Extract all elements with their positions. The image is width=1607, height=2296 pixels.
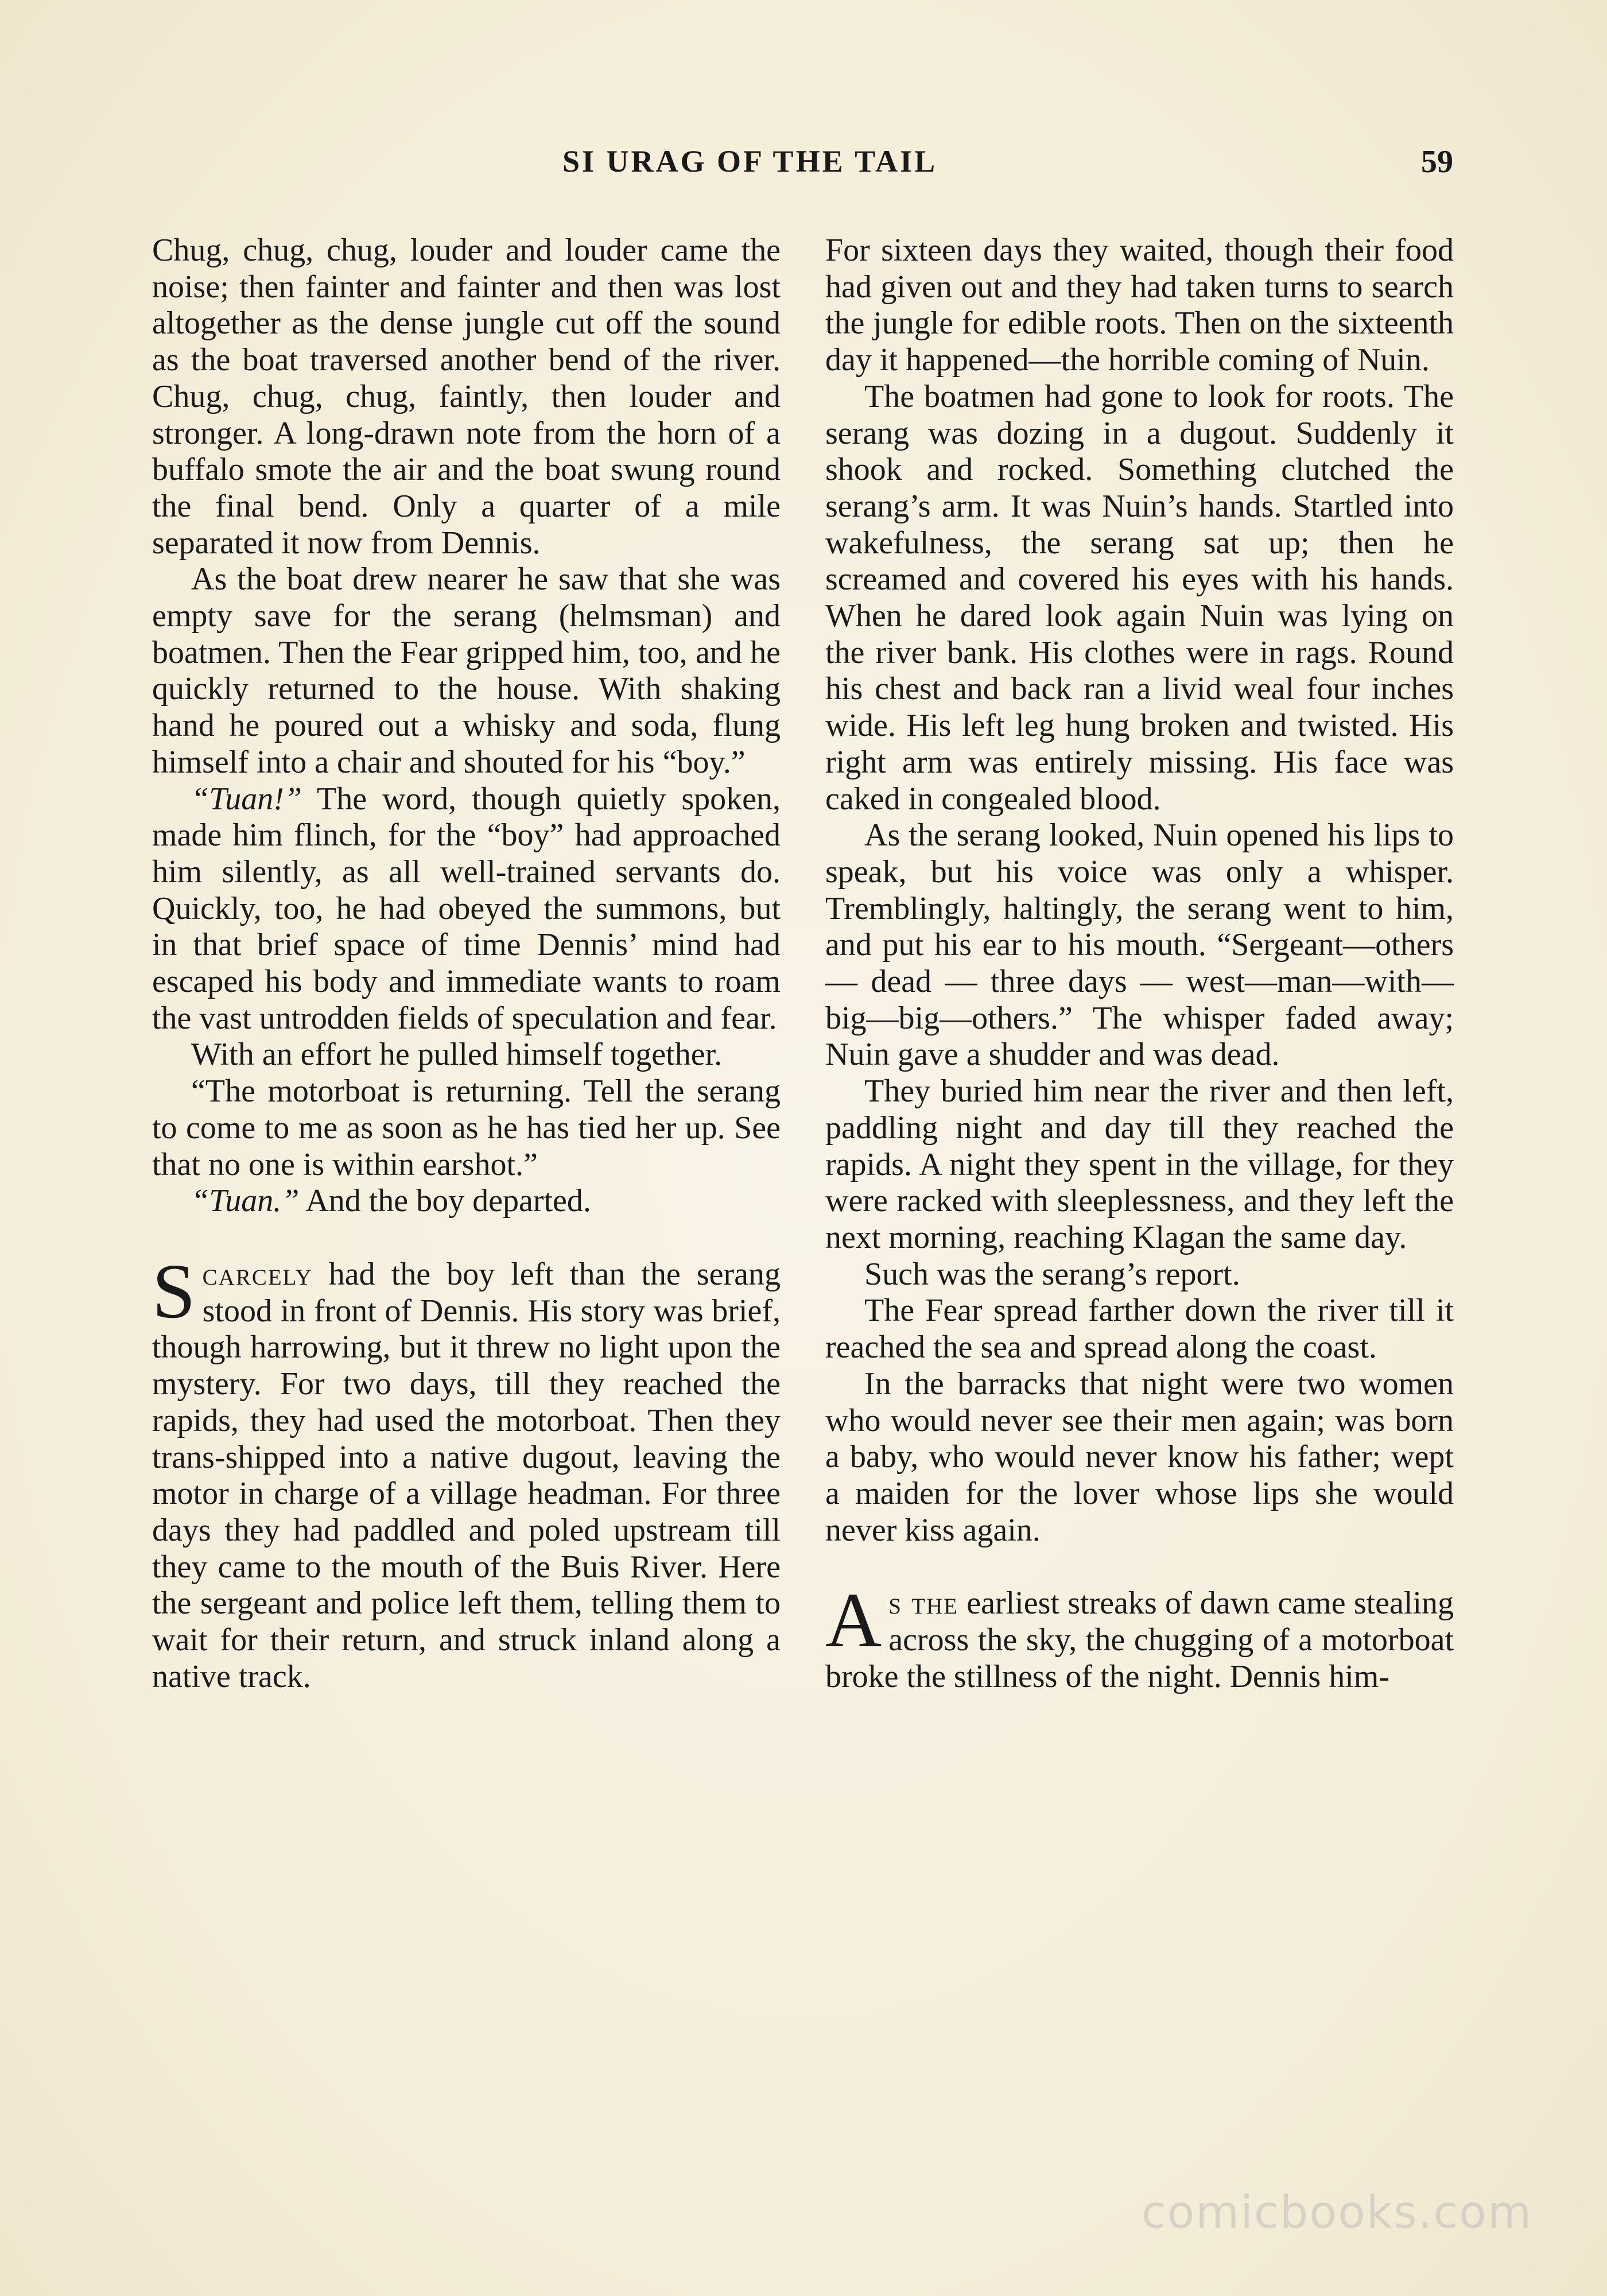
paragraph: Such was the serang’s report. [864,1256,1240,1292]
paragraph-text: And the boy departed. [299,1183,591,1219]
paragraph-text: The word, though quietly spoken, made him flinch, for the “boy” had approached him silently, as all well-trained servants do. Quickly, too, he had obeyed the summons, but in that brief space of time Dennis’ mind had escaped his body and immediate wants to roam the vast untrodden fields of speculation and fear. [152,781,781,1036]
paragraph: As the boat drew nearer he saw that she was empty save for the serang (helmsman) and boatmen. Then the Fear gripped him, too, and he quickly returned to the house. With shaking hand he poured out a whisky and soda, flung himself into a chair and shouted for his “boy.” [152,561,781,780]
paragraph [152,1183,781,1220]
paragraph: The Fear spread farther down the river till it reached the sea and spread along the coast. [825,1293,1454,1366]
small-caps-word: s the [888,1585,958,1622]
left-column [152,232,781,1695]
drop-cap: A [825,1577,882,1664]
small-caps-word: carcely [202,1256,313,1292]
paragraph [152,781,781,1037]
paragraph: In the barracks that night were two women who would never see their men again; was born a baby, who would never know his father; wept a maiden for the lover whose lips she would never kiss again. [825,1366,1454,1548]
italic-word: “Tuan!” [191,781,302,817]
paragraph: As the serang looked, Nuin opened his lips to speak, but his voice was only a whisper. Tremblingly, haltingly, the serang went to him, and put his ear to his mouth. “Sergeant—others — dead — three days — west—man—with—big—big—others.” The whisper faded away; Nuin gave a shudder and was dead. [825,817,1454,1073]
section-paragraph [825,1577,1454,1695]
paragraph: The boatmen had gone to look for roots. The serang was dozing in a dugout. Suddenly it shook and rocked. Something clutched the serang’s arm. It was Nuin’s hands. Startled into wakefulness, the serang sat up; then he screamed and covered his eyes with his hands. When he dared look again Nuin was lying on the river bank. His clothes were in rags. Round his chest and back ran a livid weal four inches wide. His left leg hung broken and twisted. His right arm was entirely missing. His face was caked in congealed blood. [825,378,1454,817]
right-column [825,232,1454,1695]
paragraph-text: had the boy left than the serang stood in front of Dennis. His story was brief, though harrowing, but it threw no light upon the mystery. For two days, till they reached the rapids, they had used the motorboat. Then they trans-shipped into a native dugout, leaving the motor in charge of a village headman. For three days they had paddled and poled upstream till they came to the mouth of the Buis River. Here the sergeant and police left them, telling them to wait for their return, and struck inland along a native track. [152,1256,781,1694]
paragraph: With an effort he pulled himself together. [191,1037,723,1073]
paragraph-text: earliest streaks of dawn came stealing across the sky, the chugging of a motorboat broke the stillness of the night. Dennis him- [825,1585,1454,1694]
paragraph: They buried him near the river and then left, paddling night and day till they reached the rapids. A night they spent in the village, for they were racked with sleeplessness, and they left the next morning, reaching Klagan the same day. [825,1073,1454,1255]
paragraph: For sixteen days they waited, though their food had given out and they had taken turns to search the jungle for edible roots. Then on the sixteenth day it happened—the horrible coming of Nuin. [825,232,1454,378]
section-paragraph [152,1248,781,1695]
page-number: 59 [1421,144,1453,180]
paragraph: “The motorboat is returning. Tell the serang to come to me as soon as he has tied her up. See that no one is within earshot.” [152,1073,781,1182]
paragraph: Chug, chug, chug, louder and louder came the noise; then fainter and fainter and then was lost altogether as the dense jungle cut off the sound as the boat traversed another bend of the river. Chug, chug, chug, faintly, then louder and stronger. A long-drawn note from the horn of a buffalo smote the air and the boat swung round the final bend. Only a quarter of a mile separated it now from Dennis. [152,232,781,561]
italic-word: “Tuan.” [191,1183,300,1219]
running-head: SI URAG OF THE TAIL [562,144,938,179]
drop-cap: S [152,1248,196,1335]
watermark: comicbooks.com [1141,2187,1532,2239]
